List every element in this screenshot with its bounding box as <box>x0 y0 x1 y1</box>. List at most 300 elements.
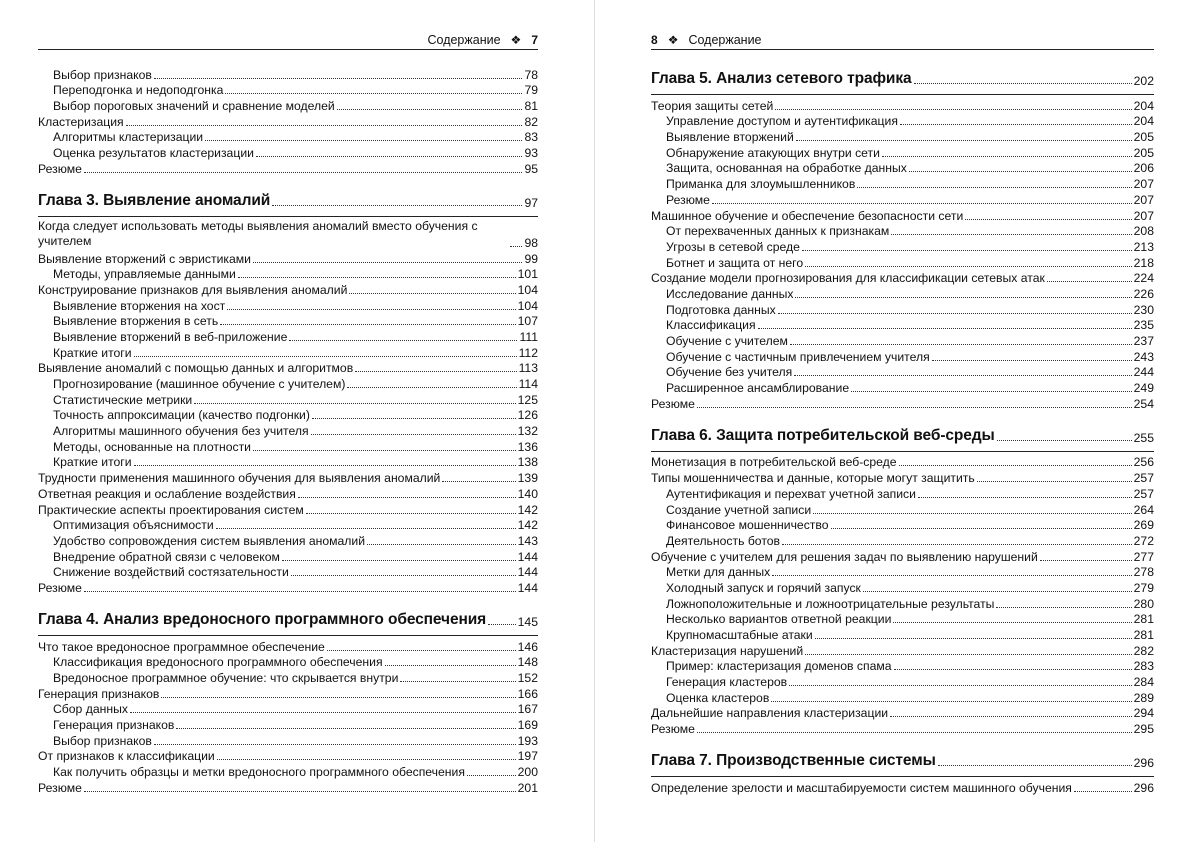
toc-section-entry[interactable] <box>651 454 1154 470</box>
chapter-heading[interactable] <box>651 750 1154 772</box>
chapter-title: Глава 7. Производственные системы <box>651 752 936 770</box>
leader-dots <box>347 387 516 388</box>
entry-page-number: 205 <box>1133 130 1154 145</box>
toc-section-entry[interactable] <box>38 360 538 376</box>
toc-subsection-entry[interactable] <box>38 313 538 329</box>
entry-title: Выявление вторжений <box>666 130 794 145</box>
toc-left <box>38 66 538 795</box>
toc-subsection-entry[interactable] <box>38 144 538 160</box>
toc-subsection-entry[interactable] <box>651 301 1154 317</box>
entry-page-number: 294 <box>1133 706 1154 721</box>
toc-subsection-entry[interactable] <box>651 379 1154 395</box>
entry-page-number: 244 <box>1133 365 1154 380</box>
chapter-title: Глава 6. Защита потребительской веб-среды <box>651 426 995 444</box>
entry-title: Сбор данных <box>53 702 128 717</box>
toc-subsection-entry[interactable] <box>651 254 1154 270</box>
leader-dots <box>225 93 522 94</box>
entry-title: Пример: кластеризация доменов спама <box>666 659 892 674</box>
toc-section-entry[interactable] <box>38 579 538 595</box>
entry-page-number: 148 <box>517 655 538 670</box>
entry-page-number: 279 <box>1133 580 1154 595</box>
leader-dots <box>272 205 522 206</box>
leader-dots <box>1074 791 1132 792</box>
entry-title: Резюме <box>651 722 695 737</box>
entry-title: Метки для данных <box>666 565 771 580</box>
entry-title: Угрозы в сетевой среде <box>666 239 800 254</box>
entry-page-number: 193 <box>517 733 538 748</box>
entry-page-number: 99 <box>524 251 538 266</box>
entry-title: Аутентификация и перехват учетной записи <box>666 486 916 501</box>
toc-subsection-entry[interactable] <box>38 517 538 533</box>
entry-page-number: 257 <box>1133 486 1154 501</box>
entry-title: Практические аспекты проектирования систем <box>38 502 304 517</box>
entry-page-number: 107 <box>517 314 538 329</box>
leader-dots <box>932 360 1132 361</box>
toc-subsection-entry[interactable] <box>651 285 1154 301</box>
leader-dots <box>220 324 515 325</box>
toc-subsection-entry[interactable] <box>38 97 538 113</box>
toc-subsection-entry[interactable] <box>38 82 538 98</box>
entry-title: Обучение без учителя <box>666 365 793 380</box>
entry-title: Ложноположительные и ложноотрицательные результаты <box>666 596 995 611</box>
entry-title: Выявление вторжения в сеть <box>53 314 219 329</box>
entry-page-number: 166 <box>517 686 538 701</box>
leader-dots <box>697 407 1132 408</box>
toc-section-entry[interactable] <box>38 281 538 297</box>
leader-dots <box>253 450 516 451</box>
chapter-page: 202 <box>1133 74 1154 88</box>
leader-dots <box>796 140 1132 141</box>
chapter-heading[interactable] <box>38 609 538 631</box>
entry-title: Кластеризация <box>38 114 124 129</box>
toc-block-chapter-5 <box>651 97 1154 411</box>
leader-dots <box>154 78 523 79</box>
leader-dots <box>697 732 1132 733</box>
toc-section-entry[interactable] <box>38 160 538 176</box>
entry-page-number: 152 <box>517 671 538 685</box>
leader-dots <box>400 681 515 682</box>
chapter-rule <box>38 635 538 636</box>
leader-dots <box>789 685 1132 686</box>
entry-page-number: 254 <box>1133 396 1154 411</box>
leader-dots <box>775 109 1131 110</box>
toc-subsection-entry[interactable] <box>38 422 538 438</box>
entry-page-number: 138 <box>517 455 538 470</box>
leader-dots <box>367 544 516 545</box>
toc-block-chapter-3 <box>38 219 538 595</box>
entry-page-number: 207 <box>1133 177 1154 192</box>
entry-page-number: 114 <box>518 377 538 391</box>
page-gutter <box>594 0 595 842</box>
chapter-page: 145 <box>517 614 538 629</box>
leader-dots <box>782 544 1132 545</box>
toc-section-entry[interactable] <box>651 779 1154 795</box>
leader-dots <box>385 665 516 666</box>
leader-dots <box>282 560 516 561</box>
leader-dots <box>893 622 1131 623</box>
toc-subsection-entry[interactable] <box>38 297 538 313</box>
entry-page-number: 224 <box>1133 271 1154 286</box>
entry-page-number: 79 <box>524 83 538 98</box>
toc-section-entry[interactable] <box>38 113 538 129</box>
entry-page-number: 144 <box>517 549 538 564</box>
toc-section-entry[interactable] <box>38 469 538 485</box>
toc-subsection-entry[interactable] <box>651 332 1154 348</box>
entry-title: Выявление вторжений в веб-приложение <box>53 329 288 344</box>
leader-dots <box>253 262 522 263</box>
chapter-rule <box>651 94 1154 95</box>
leader-dots <box>771 701 1131 702</box>
chapter-heading[interactable] <box>651 425 1154 447</box>
entry-title: От признаков к классификации <box>38 749 215 764</box>
leader-dots <box>216 528 516 529</box>
leader-dots <box>327 650 516 651</box>
toc-subsection-entry[interactable] <box>651 160 1154 176</box>
toc-subsection-entry[interactable] <box>651 113 1154 129</box>
chapter-page: 255 <box>1133 430 1154 445</box>
leader-dots <box>778 313 1132 314</box>
leader-dots <box>794 375 1131 376</box>
running-head-title: Содержание <box>427 33 501 47</box>
toc-subsection-entry[interactable] <box>651 564 1154 580</box>
entry-page-number: 235 <box>1133 318 1154 333</box>
toc-subsection-entry[interactable] <box>651 689 1154 705</box>
chapter-page: 97 <box>524 195 538 210</box>
entry-page-number: 277 <box>1133 549 1154 564</box>
toc-subsection-entry[interactable] <box>651 501 1154 517</box>
entry-title: Теория защиты сетей <box>651 98 774 113</box>
toc-subsection-entry[interactable] <box>651 191 1154 207</box>
entry-page-number: 136 <box>517 439 538 454</box>
entry-title: Крупномасштабные атаки <box>666 628 813 642</box>
entry-page-number: 207 <box>1133 192 1154 207</box>
entry-title: Выявление вторжений с эвристиками <box>38 251 251 266</box>
leader-dots <box>217 759 516 760</box>
entry-page-number: 281 <box>1133 612 1154 627</box>
entry-page-number: 95 <box>524 161 538 176</box>
entry-page-number: 256 <box>1133 455 1154 470</box>
entry-page-number: 143 <box>517 533 538 548</box>
entry-page-number: 126 <box>517 408 538 423</box>
toc-subsection-entry[interactable] <box>651 223 1154 239</box>
entry-page-number: 112 <box>518 345 538 360</box>
entry-title: Создание учетной записи <box>666 502 812 517</box>
entry-page-number: 146 <box>517 639 538 654</box>
entry-page-number: 139 <box>517 471 538 486</box>
leader-dots <box>831 528 1132 529</box>
leader-dots <box>306 513 516 514</box>
leader-dots <box>900 124 1132 125</box>
entry-title: Подготовка данных <box>666 302 776 317</box>
entry-title: Генерация кластеров <box>666 675 788 690</box>
entry-page-number: 82 <box>524 114 538 129</box>
chapter-heading[interactable] <box>651 68 1154 90</box>
toc-block-chapter-7 <box>651 779 1154 795</box>
entry-title: Генерация признаков <box>53 718 175 733</box>
ornament-icon: ❖ <box>667 33 679 47</box>
chapter-title: Глава 3. Выявление аномалий <box>38 191 271 209</box>
entry-page-number: 201 <box>517 780 538 795</box>
entry-title: Выявление аномалий с помощью данных и алгоритмов <box>38 361 354 376</box>
toc-subsection-entry[interactable] <box>38 454 538 470</box>
toc-subsection-entry[interactable] <box>651 485 1154 501</box>
toc-section-entry[interactable] <box>651 469 1154 485</box>
leader-dots <box>337 109 523 110</box>
running-head <box>38 31 538 50</box>
leader-dots <box>938 765 1132 766</box>
entry-page-number: 281 <box>1133 628 1154 642</box>
toc-subsection-entry[interactable] <box>38 407 538 423</box>
entry-title: Переподгонка и недоподгонка <box>53 83 224 98</box>
entry-title: Оценка результатов кластеризации <box>53 146 254 161</box>
toc-subsection-entry[interactable] <box>38 129 538 145</box>
chapter-rule <box>651 451 1154 452</box>
entry-title: Генерация признаков <box>38 686 160 701</box>
leader-dots <box>914 83 1132 84</box>
entry-title: Когда следует использовать методы выявления аномалий вместо обучения с учителем <box>38 218 478 249</box>
entry-page-number: 93 <box>524 146 538 161</box>
toc-subsection-entry[interactable] <box>38 344 538 360</box>
toc-section-entry[interactable] <box>38 748 538 764</box>
entry-title: Создание модели прогнозирования для классификации сетевых атак <box>651 271 1045 286</box>
entry-page-number: 81 <box>524 99 538 114</box>
leader-dots <box>312 418 516 419</box>
leader-dots <box>130 712 516 713</box>
entry-title: Выбор признаков <box>53 733 152 748</box>
entry-page-number: 213 <box>1133 239 1154 254</box>
leader-dots <box>758 328 1132 329</box>
entry-page-number: 272 <box>1133 533 1154 548</box>
entry-title: Классификация <box>666 318 756 333</box>
leader-dots <box>227 309 515 310</box>
leader-dots <box>205 140 522 141</box>
entry-page-number: 289 <box>1133 690 1154 705</box>
ornament-icon: ❖ <box>510 33 522 47</box>
leader-dots <box>510 246 522 247</box>
toc-section-entry[interactable] <box>651 720 1154 736</box>
entry-page-number: 208 <box>1133 224 1154 239</box>
entry-page-number: 284 <box>1133 675 1154 690</box>
entry-title: Финансовое мошенничество <box>666 518 829 533</box>
entry-page-number: 243 <box>1133 349 1154 364</box>
leader-dots <box>238 277 516 278</box>
entry-title: Методы, управляемые данными <box>53 267 236 282</box>
entry-title: Ботнет и защита от него <box>666 255 804 270</box>
toc-section-entry[interactable] <box>38 250 538 266</box>
leader-dots <box>882 156 1132 157</box>
leader-dots <box>349 293 515 294</box>
leader-dots <box>1040 560 1132 561</box>
entry-title: От перехваченных данных к признакам <box>666 224 890 239</box>
entry-title: Определение зрелости и масштабируемости систем машинного обучения <box>651 780 1072 795</box>
toc-section-entry[interactable] <box>38 219 538 250</box>
entry-title: Внедрение обратной связи с человеком <box>53 549 280 564</box>
entry-title: Конструирование признаков для выявления аномалий <box>38 282 348 297</box>
leader-dots <box>965 219 1131 220</box>
entry-title: Точность аппроксимации (качество подгонки) <box>53 408 310 423</box>
leader-dots <box>891 234 1131 235</box>
right-page <box>651 0 1154 842</box>
entry-title: Выбор признаков <box>53 67 152 82</box>
entry-title: Методы, основанные на плотности <box>53 439 251 454</box>
toc-section-entry[interactable] <box>651 395 1154 411</box>
toc-subsection-entry[interactable] <box>651 579 1154 595</box>
entry-title: Прогнозирование (машинное обучение с учителем) <box>53 377 346 391</box>
toc-subsection-entry[interactable] <box>38 763 538 779</box>
leader-dots <box>134 465 516 466</box>
toc-block-chapter-6 <box>651 454 1154 736</box>
leader-dots <box>997 440 1132 441</box>
entry-page-number: 144 <box>517 565 538 580</box>
toc-subsection-entry[interactable] <box>38 532 538 548</box>
leader-dots <box>805 266 1132 267</box>
entry-title: Деятельность ботов <box>666 533 781 548</box>
toc-section-entry[interactable] <box>38 485 538 501</box>
toc-subsection-entry[interactable] <box>651 611 1154 627</box>
entry-page-number: 140 <box>517 486 538 501</box>
toc-subsection-entry[interactable] <box>651 626 1154 642</box>
entry-title: Выбор пороговых значений и сравнение моделей <box>53 99 335 114</box>
leader-dots <box>857 187 1131 188</box>
toc-subsection-entry[interactable] <box>651 238 1154 254</box>
toc-subsection-entry[interactable] <box>38 716 538 732</box>
toc-subsection-entry[interactable] <box>38 564 538 580</box>
running-head-title: Содержание <box>688 33 762 47</box>
entry-page-number: 204 <box>1133 98 1154 113</box>
toc-subsection-entry[interactable] <box>651 348 1154 364</box>
toc-right <box>651 66 1154 795</box>
toc-section-entry[interactable] <box>651 270 1154 286</box>
entry-page-number: 237 <box>1133 334 1154 348</box>
entry-page-number: 295 <box>1133 722 1154 737</box>
toc-section-entry[interactable] <box>651 705 1154 721</box>
toc-subsection-entry[interactable] <box>38 654 538 670</box>
entry-title: Трудности применения машинного обучения для выявления аномалий <box>38 471 441 486</box>
toc-section-entry[interactable] <box>651 642 1154 658</box>
entry-page-number: 101 <box>517 267 538 282</box>
toc-subsection-entry[interactable] <box>38 328 538 344</box>
entry-title: Управление доступом и аутентификация <box>666 114 898 129</box>
toc-subsection-entry[interactable] <box>38 266 538 282</box>
toc-subsection-entry[interactable] <box>38 732 538 748</box>
entry-title: Резюме <box>38 580 82 595</box>
entry-title: Классификация вредоносного программного обеспечения <box>53 655 383 670</box>
entry-title: Резюме <box>38 780 82 795</box>
leader-dots <box>815 638 1132 639</box>
toc-subsection-entry[interactable] <box>651 673 1154 689</box>
toc-subsection-entry[interactable] <box>651 317 1154 333</box>
leader-dots <box>289 340 517 341</box>
chapter-title: Глава 5. Анализ сетевого трафика <box>651 70 912 87</box>
entry-title: Вредоносное программное обучение: что скрывается внутри <box>53 671 399 685</box>
entry-page-number: 83 <box>524 130 538 145</box>
leader-dots <box>802 250 1132 251</box>
entry-page-number: 142 <box>517 502 538 517</box>
entry-page-number: 144 <box>517 580 538 595</box>
entry-title: Снижение воздействий состязательности <box>53 565 289 580</box>
toc-subsection-entry[interactable] <box>651 532 1154 548</box>
toc-section-entry[interactable] <box>651 548 1154 564</box>
entry-page-number: 200 <box>517 765 538 780</box>
entry-page-number: 132 <box>517 424 538 439</box>
toc-subsection-entry[interactable] <box>38 66 538 82</box>
entry-page-number: 167 <box>517 702 538 717</box>
leader-dots <box>84 172 523 173</box>
toc-section-entry[interactable] <box>651 207 1154 223</box>
entry-title: Резюме <box>666 192 710 207</box>
entry-page-number: 269 <box>1133 518 1154 533</box>
leader-dots <box>996 607 1131 608</box>
left-page <box>38 0 538 842</box>
toc-subsection-entry[interactable] <box>651 128 1154 144</box>
entry-title: Типы мошенничества и данные, которые могут защитить <box>651 471 975 486</box>
toc-subsection-entry[interactable] <box>651 364 1154 380</box>
leader-dots <box>795 297 1131 298</box>
leader-dots <box>84 791 516 792</box>
toc-section-entry[interactable] <box>38 638 538 654</box>
leader-dots <box>298 497 516 498</box>
toc-subsection-entry[interactable] <box>651 144 1154 160</box>
leader-dots <box>712 203 1132 204</box>
entry-page-number: 296 <box>1133 780 1154 795</box>
entry-title: Обучение с частичным привлечением учителя <box>666 349 930 364</box>
toc-subsection-entry[interactable] <box>651 658 1154 674</box>
toc-subsection-entry[interactable] <box>38 669 538 685</box>
toc-subsection-entry[interactable] <box>38 701 538 717</box>
entry-title: Дальнейшие направления кластеризации <box>651 706 889 721</box>
entry-page-number: 280 <box>1133 596 1154 611</box>
entry-page-number: 142 <box>517 518 538 533</box>
chapter-rule <box>38 216 538 217</box>
entry-title: Несколько вариантов ответной реакции <box>666 612 892 627</box>
toc-subsection-entry[interactable] <box>651 517 1154 533</box>
entry-page-number: 283 <box>1133 659 1154 674</box>
toc-subsection-entry[interactable] <box>38 438 538 454</box>
chapter-title: Глава 4. Анализ вредоносного программного обеспечения <box>38 610 487 628</box>
toc-subsection-entry[interactable] <box>651 595 1154 611</box>
entry-title: Оптимизация объяснимости <box>53 518 214 533</box>
entry-title: Машинное обучение и обеспечение безопасности сети <box>651 208 964 223</box>
chapter-page: 296 <box>1133 756 1154 771</box>
leader-dots <box>84 591 516 592</box>
chapter-heading[interactable] <box>38 190 538 212</box>
entry-title: Алгоритмы кластеризации <box>53 130 204 145</box>
page-number: 8 <box>651 33 658 47</box>
toc-subsection-entry[interactable] <box>38 375 538 391</box>
entry-title: Приманка для злоумышленников <box>666 177 856 192</box>
entry-page-number: 125 <box>517 392 538 407</box>
entry-page-number: 205 <box>1133 145 1154 160</box>
toc-section-entry[interactable] <box>38 779 538 795</box>
leader-dots <box>813 513 1132 514</box>
entry-page-number: 264 <box>1133 502 1154 517</box>
entry-page-number: 98 <box>524 235 538 250</box>
entry-page-number: 278 <box>1133 565 1154 580</box>
entry-title: Расширенное ансамблирование <box>666 381 850 396</box>
toc-section-entry[interactable] <box>38 685 538 701</box>
entry-title: Краткие итоги <box>53 455 132 470</box>
toc-section-entry[interactable] <box>651 97 1154 113</box>
leader-dots <box>442 481 515 482</box>
entry-page-number: 197 <box>517 749 538 764</box>
toc-subsection-entry[interactable] <box>38 391 538 407</box>
toc-section-entry[interactable] <box>38 501 538 517</box>
toc-subsection-entry[interactable] <box>651 175 1154 191</box>
toc-subsection-entry[interactable] <box>38 548 538 564</box>
chapter-rule <box>651 776 1154 777</box>
leader-dots <box>134 356 517 357</box>
entry-page-number: 206 <box>1133 161 1154 176</box>
